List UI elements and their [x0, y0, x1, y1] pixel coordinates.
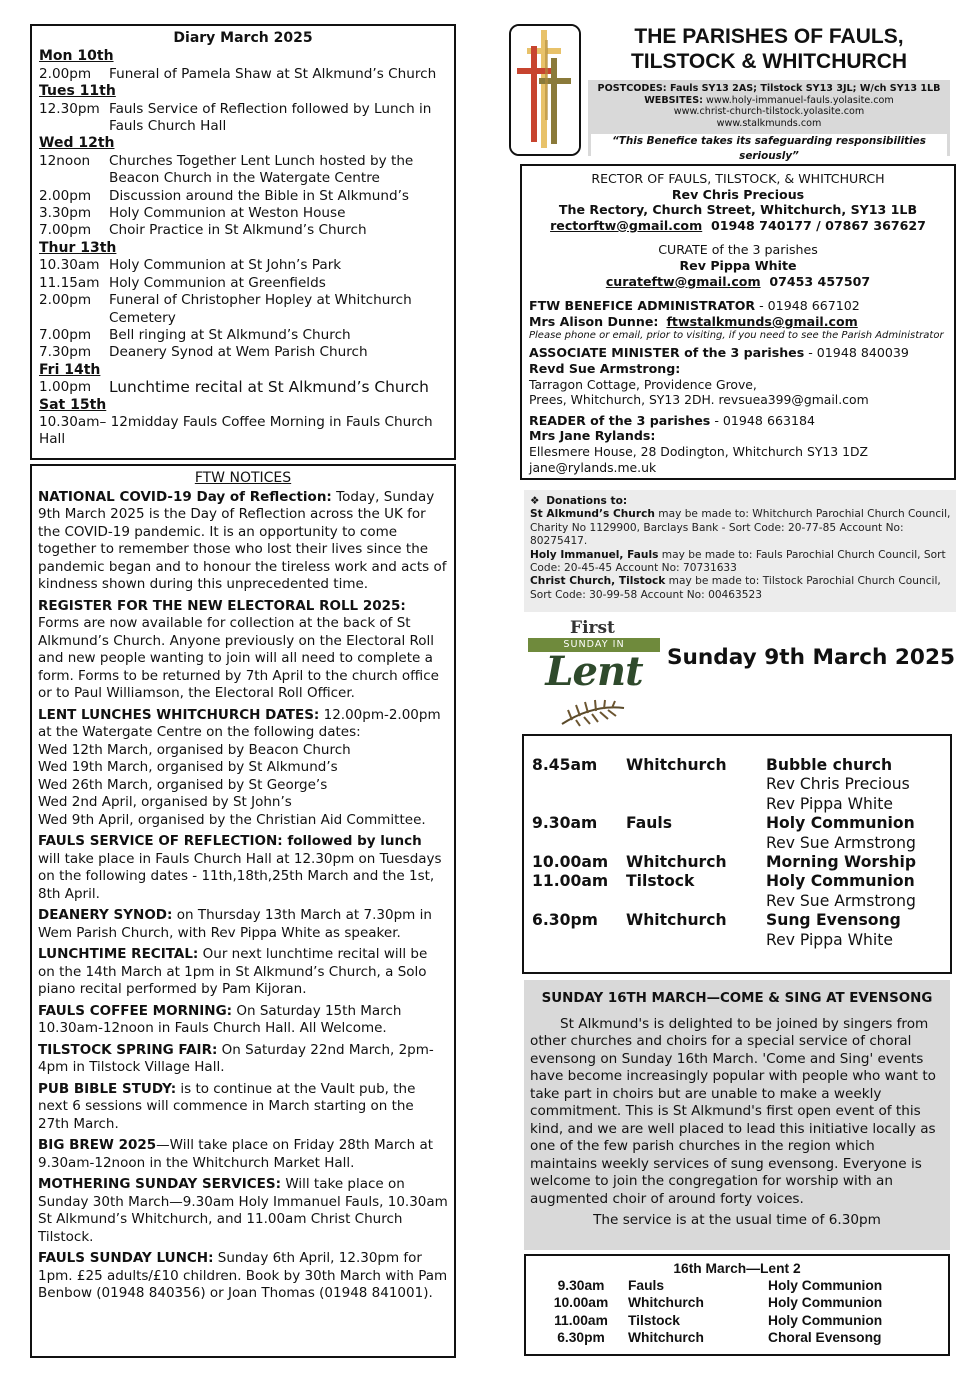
next-week-row: [534, 1277, 940, 1294]
reader-address: Ellesmere House, 28 Dodington, Whitchurch SY13 1DZ: [529, 443, 868, 459]
diary-event: [39, 344, 447, 361]
event-time: 7.30pm: [39, 344, 92, 361]
donation-church: Holy Immanuel, Fauls: [530, 548, 659, 561]
service-time: 11.00am: [532, 872, 609, 891]
service-row: [532, 814, 942, 853]
assoc-phone: - 01948 840039: [808, 345, 909, 361]
notice-heading: MOTHERING SUNDAY SERVICES:: [38, 1176, 282, 1192]
nw-service: Holy Communion: [768, 1295, 883, 1311]
event-desc: Fauls Service of Reflection followed by Lunch in Fauls Church Hall: [109, 100, 432, 135]
notice-body: On Saturday 22nd March, 2pm-4pm in Tilstock Village Hall.: [38, 1041, 434, 1075]
admin-name: Mrs Alison Dunne:: [529, 313, 659, 329]
notice-body: on Thursday 13th March at 7.30pm in Wem Parish Church, with Rev Pippa White as speaker.: [38, 907, 432, 941]
notice-line: Wed 12th March, organised by Beacon Church: [38, 741, 351, 758]
nw-service: Choral Evensong: [768, 1329, 882, 1345]
event-time: 12noon: [39, 152, 91, 169]
notice-body: Today, Sunday 9th March 2025 is the Day of Reflection across the UK for the COVID-19 pandemic. It is an opportunity to come together to remember those who lost their lives since the pandemic began and to honour the tireless work and acts of kindness shown during this unprecedented time.: [38, 488, 447, 592]
notice-body: Will take place on Sunday 30th March—9.30am Holy Immanuel Fauls, 10.30am St Alkmund’s Whitchurch, and 11.00am Christ Church Tilstock.: [38, 1176, 448, 1245]
come-and-sing-panel: [524, 980, 950, 1250]
title-line: TILSTOCK & WHITCHURCH: [630, 50, 908, 73]
event-time: 10.30am: [39, 257, 100, 274]
reader-phone: - 01948 663184: [714, 412, 816, 428]
safeguarding-statement: “This Benefice takes its safeguarding responsibilities seriously”: [591, 134, 947, 164]
service-name: Morning Worship: [766, 853, 916, 872]
service-name: Bubble church: [766, 756, 893, 774]
come-and-sing-title: SUNDAY 16TH MARCH—COME & SING AT EVENSONG: [541, 991, 933, 1006]
notice-body: Sunday 6th April, 12.30pm for 1pm. £25 adults/£10 children. Book by 30th March with Pam Benbow (01948 840356) or Joan Thomas (01948 841001).: [38, 1250, 448, 1301]
event-desc: Funeral of Christopher Hopley at Whitchurch Cemetery: [109, 292, 412, 326]
crosses-icon: [511, 26, 579, 154]
notice-body: Forms are now available for collection at the back of St Alkmund’s Church. Anyone previously on the Electoral Roll and new people wanting to join will all need to complete a form. Forms to be returned by 7th April to the church office or to Paul Williamson, the Electoral Roll Officer.: [38, 615, 439, 701]
service-time: 10.00am: [532, 853, 609, 872]
websites-label: WEBSITES:: [644, 94, 703, 106]
nw-time: 10.00am: [553, 1295, 609, 1311]
service-leader: Rev Pippa White: [766, 930, 893, 949]
assoc-address: Tarragon Cottage, Providence Grove,: [529, 376, 757, 392]
service-leader: Rev Sue Armstrong: [766, 891, 916, 910]
notice-item: [38, 1003, 448, 1038]
assoc-title: ASSOCIATE MINISTER of the 3 parishes: [529, 345, 805, 361]
assoc-name: Revd Sue Armstrong:: [529, 360, 681, 376]
services-box: [522, 734, 952, 974]
notice-item: [38, 907, 448, 942]
donation-text: may be made to: Fauls Parochial Church Council, Sort Code: 20-45-45 Account No: 70731633: [530, 548, 946, 575]
event-desc: Bell ringing at St Alkmund’s Church: [109, 326, 351, 343]
rector-address: The Rectory, Church Street, Whitchurch, SY13 1LB: [558, 202, 918, 218]
admin-email[interactable]: ftwstalkmunds@gmail.com: [666, 313, 858, 329]
notice-item: [38, 489, 448, 594]
diary-event: [39, 292, 447, 327]
palm-leaf-icon: [558, 698, 628, 728]
notice-heading: LUNCHTIME RECITAL:: [38, 946, 199, 962]
service-row: [532, 872, 942, 911]
notice-heading: FAULS SUNDAY LUNCH:: [38, 1250, 214, 1266]
notice-line: Wed 19th March, organised by St Alkmund’s: [38, 759, 338, 775]
nw-place: Tilstock: [628, 1312, 680, 1328]
diary-event: [39, 205, 447, 222]
event-desc: Holy Communion at Greenfields: [109, 274, 326, 291]
come-and-sing-footer: The service is at the usual time of 6.30pm: [593, 1212, 881, 1228]
event-time: 11.15am: [39, 274, 100, 291]
notice-line: Wed 2nd April, organised by St John’s: [38, 794, 292, 810]
postcodes-panel: [588, 80, 950, 163]
notice-heading: DEANERY SYNOD:: [38, 907, 173, 923]
reader-email[interactable]: jane@rylands.me.uk: [529, 459, 657, 475]
next-week-row: [534, 1312, 940, 1329]
service-leader: Rev Sue Armstrong: [766, 833, 916, 852]
curate-name: Rev Pippa White: [679, 257, 797, 273]
nw-time: 6.30pm: [557, 1329, 605, 1345]
event-time: 3.30pm: [39, 205, 92, 222]
curate-email[interactable]: curateftw@gmail.com: [605, 273, 761, 289]
lent-sunday-in: SUNDAY IN: [528, 638, 660, 652]
donation-item: [530, 549, 951, 576]
service-time: 9.30am: [532, 814, 598, 833]
notice-item: [38, 1081, 448, 1134]
service-place: Whitchurch: [626, 756, 727, 774]
diamond-bullet-icon: ❖: [530, 495, 540, 507]
notice-item: [38, 1137, 448, 1172]
notice-item: [38, 1176, 448, 1246]
service-time: 6.30pm: [532, 911, 598, 930]
diary-day: Sat 15th: [39, 396, 107, 413]
donation-text: may be made to: Tilstock Parochial Church Council, Sort Code: 30-99-58 Account No: 00463523: [530, 575, 941, 601]
notice-line: Wed 26th March, organised by St George’s: [38, 776, 328, 793]
notice-item: [38, 946, 448, 999]
notice-body: 12.00pm-2.00pm at the Watergate Centre on the following dates:: [38, 706, 441, 740]
rector-phone: 01948 740177 / 07867 367627: [710, 217, 926, 233]
service-name: Holy Communion: [766, 814, 915, 833]
sunday-date: Sunday 9th March 2025: [667, 645, 955, 670]
event-desc: Funeral of Pamela Shaw at St Alkmund’s Church: [109, 65, 437, 82]
event-desc: Holy Communion at Weston House: [109, 205, 346, 222]
diary-event: [39, 257, 447, 274]
next-week-title: 16th March—Lent 2: [673, 1261, 801, 1276]
lent-banner: [528, 618, 660, 730]
service-place: Whitchurch: [626, 911, 727, 930]
assoc-address: Prees, Whitchurch, SY13 2DH. revsuea399@gmail.com: [529, 392, 869, 408]
nw-place: Whitchurch: [628, 1329, 704, 1345]
website-link[interactable]: www.christ-church-tilstock.yolasite.com: [673, 106, 865, 118]
service-name: Sung Evensong: [766, 911, 901, 930]
next-week-box: [524, 1254, 950, 1356]
title-line: THE PARISHES OF FAULS,: [634, 25, 904, 48]
diary-event: [39, 153, 447, 188]
event-time: 2.00pm: [39, 292, 92, 309]
notice-item: [38, 707, 448, 830]
nw-service: Holy Communion: [768, 1278, 883, 1294]
notice-item: [38, 1042, 448, 1077]
notice-heading: FAULS COFFEE MORNING:: [38, 1002, 233, 1019]
donation-item: [530, 508, 951, 548]
notice-body: Our next lunchtime recital will be on the 14th March at 1pm in St Alkmund’s Church, a Solo piano recital performed by Pam Kijoran.: [38, 946, 428, 997]
service-row: [532, 853, 942, 872]
website-link[interactable]: www.stalkmunds.com: [716, 117, 822, 129]
nw-time: 9.30am: [557, 1278, 605, 1294]
diary-event: [39, 66, 447, 83]
admin-title: FTW BENEFICE ADMINISTRATOR: [529, 298, 756, 314]
diary-event: [39, 327, 447, 344]
notice-body: —Will take place on Friday 28th March at 9.30am-12noon in the Whitchurch Market Hall.: [38, 1137, 434, 1171]
next-week-row: [534, 1329, 940, 1346]
event-desc: Holy Communion at St John’s Park: [109, 257, 342, 274]
lent-word: Lent: [545, 648, 643, 695]
diary-event: [39, 188, 447, 205]
event-time: 7.00pm: [39, 326, 92, 343]
diary-day: Tues 11th: [39, 83, 116, 100]
notice-heading: TILSTOCK SPRING FAIR:: [38, 1041, 218, 1058]
event-desc: Churches Together Lent Lunch hosted by the Beacon Church in the Watergate Centre: [109, 152, 414, 187]
notice-heading: NATIONAL COVID-19 Day of Reflection:: [38, 488, 332, 505]
rector-name: Rev Chris Precious: [671, 186, 805, 202]
notice-heading: REGISTER FOR THE NEW ELECTORAL ROLL 2025:: [38, 597, 406, 614]
event-time: 7.00pm: [39, 222, 92, 239]
donation-church: Christ Church, Tilstock: [530, 575, 666, 588]
diary-event: [39, 275, 447, 292]
donation-text: may be made to: Whitchurch Parochial Church Council, Charity No 1129900, Barclays Bank - Sort Code: 20-77-85 Account No: 80275417.: [530, 508, 951, 548]
notice-line: Wed 9th April, organised by the Christian Aid Committee.: [38, 811, 426, 828]
websites-line: [588, 95, 950, 107]
service-leader: Rev Chris Precious: [766, 775, 910, 794]
notice-item: [38, 598, 448, 703]
next-week-row: [534, 1294, 940, 1311]
rector-email[interactable]: rectorftw@gmail.com: [550, 217, 703, 233]
notices-title: FTW NOTICES: [194, 470, 292, 486]
website-link[interactable]: www.holy-immanuel-fauls.yolasite.com: [706, 94, 894, 106]
notice-body: On Saturday 15th March 10.30am-12noon in Fauls Church Hall. All Welcome.: [38, 1002, 402, 1036]
notice-heading: LENT LUNCHES WHITCHURCH DATES:: [38, 706, 320, 723]
diary-event: [39, 222, 447, 239]
notice-heading: PUB BIBLE STUDY:: [38, 1080, 177, 1097]
service-time: 8.45am: [532, 756, 598, 774]
curate-title: CURATE of the 3 parishes: [658, 242, 818, 258]
event-time: 1.00pm: [39, 379, 92, 396]
notice-item: [38, 1250, 448, 1303]
service-place: Fauls: [626, 814, 672, 833]
diary-title: Diary March 2025: [173, 30, 313, 46]
reader-name: Mrs Jane Rylands:: [529, 428, 656, 444]
crosses-logo: [509, 24, 581, 156]
nw-place: Fauls: [628, 1278, 665, 1294]
service-leader: Rev Pippa White: [766, 794, 893, 813]
notice-item: [38, 833, 448, 903]
diary-day: Mon 10th: [39, 48, 114, 65]
nw-time: 11.00am: [554, 1312, 608, 1328]
donations-panel: [524, 490, 956, 612]
curate-phone: 07453 457507: [769, 273, 871, 289]
service-row: [532, 756, 942, 814]
diary-day: Fri 14th: [39, 361, 101, 378]
admin-note: Please phone or email, prior to visiting, if you need to see the Parish Administrator: [529, 330, 944, 342]
postcodes-line: POSTCODES: Fauls SY13 2AS; Tilstock SY13 3JL; W/ch SY13 1LB: [597, 83, 941, 94]
nw-place: Whitchurch: [628, 1295, 704, 1311]
rector-title: RECTOR OF FAULS, TILSTOCK, & WHITCHURCH: [591, 171, 885, 186]
notices-box: [30, 464, 456, 1358]
donation-church: St Alkmund’s Church: [530, 508, 655, 521]
notice-heading: BIG BREW 2025: [38, 1137, 157, 1153]
event-desc: Discussion around the Bible in St Alkmund’s: [109, 187, 409, 204]
reader-title: READER of the 3 parishes: [529, 412, 711, 428]
notice-body: will take place in Fauls Church Hall at 12.30pm on Tuesdays on the following dates - 11th,18th,25th March and the 1st, 8th April.: [38, 850, 442, 902]
diary-box: [30, 24, 456, 460]
donations-title: Donations to:: [546, 495, 628, 507]
event-time: 2.00pm: [39, 65, 92, 82]
service-name: Holy Communion: [766, 872, 915, 891]
diary-day: Wed 12th: [39, 135, 115, 152]
lent-first: First: [570, 618, 615, 638]
service-place: Whitchurch: [626, 853, 727, 872]
event-time: 2.00pm: [39, 187, 92, 204]
event-desc: Choir Practice in St Alkmund’s Church: [109, 222, 367, 239]
event-desc: Deanery Synod at Wem Parish Church: [109, 344, 368, 361]
diary-event: 10.30am– 12midday Fauls Coffee Morning in Fauls Church Hall: [39, 413, 433, 448]
notice-body: is to continue at the Vault pub, the next 6 sessions will commence in March starting on the 27th March.: [38, 1080, 416, 1132]
nw-service: Holy Communion: [768, 1312, 883, 1328]
donation-item: [530, 575, 951, 602]
parish-title: [588, 24, 950, 74]
event-time: 12.30pm: [39, 100, 100, 117]
notice-heading: FAULS SERVICE OF REFLECTION: followed by lunch: [38, 833, 422, 849]
come-and-sing-body: St Alkmund's is delighted to be joined by singers from other churches and choirs for a special service of choral evensong on Sunday 16th March. 'Come and Sing' events have become increasingly popular with people who want to take part in choirs but are unable to make a weekly commitment. This is St Alkmund's first open event of this kind, and we are well placed to lead this initiative locally as one of the few parish churches in the region which maintains weekly services of sung evensong. Everyone is welcome to join the congregation for worship with an augmented choir of around forty voices.: [530, 1015, 936, 1207]
service-row: [532, 911, 942, 950]
diary-event: [39, 379, 447, 396]
service-place: Tilstock: [626, 872, 695, 891]
event-desc: Lunchtime recital at St Alkmund’s Church: [109, 378, 429, 397]
diary-event: [39, 101, 447, 136]
diary-day: Thur 13th: [39, 239, 117, 256]
admin-phone: - 01948 667102: [759, 298, 860, 314]
clergy-box: [520, 164, 956, 480]
